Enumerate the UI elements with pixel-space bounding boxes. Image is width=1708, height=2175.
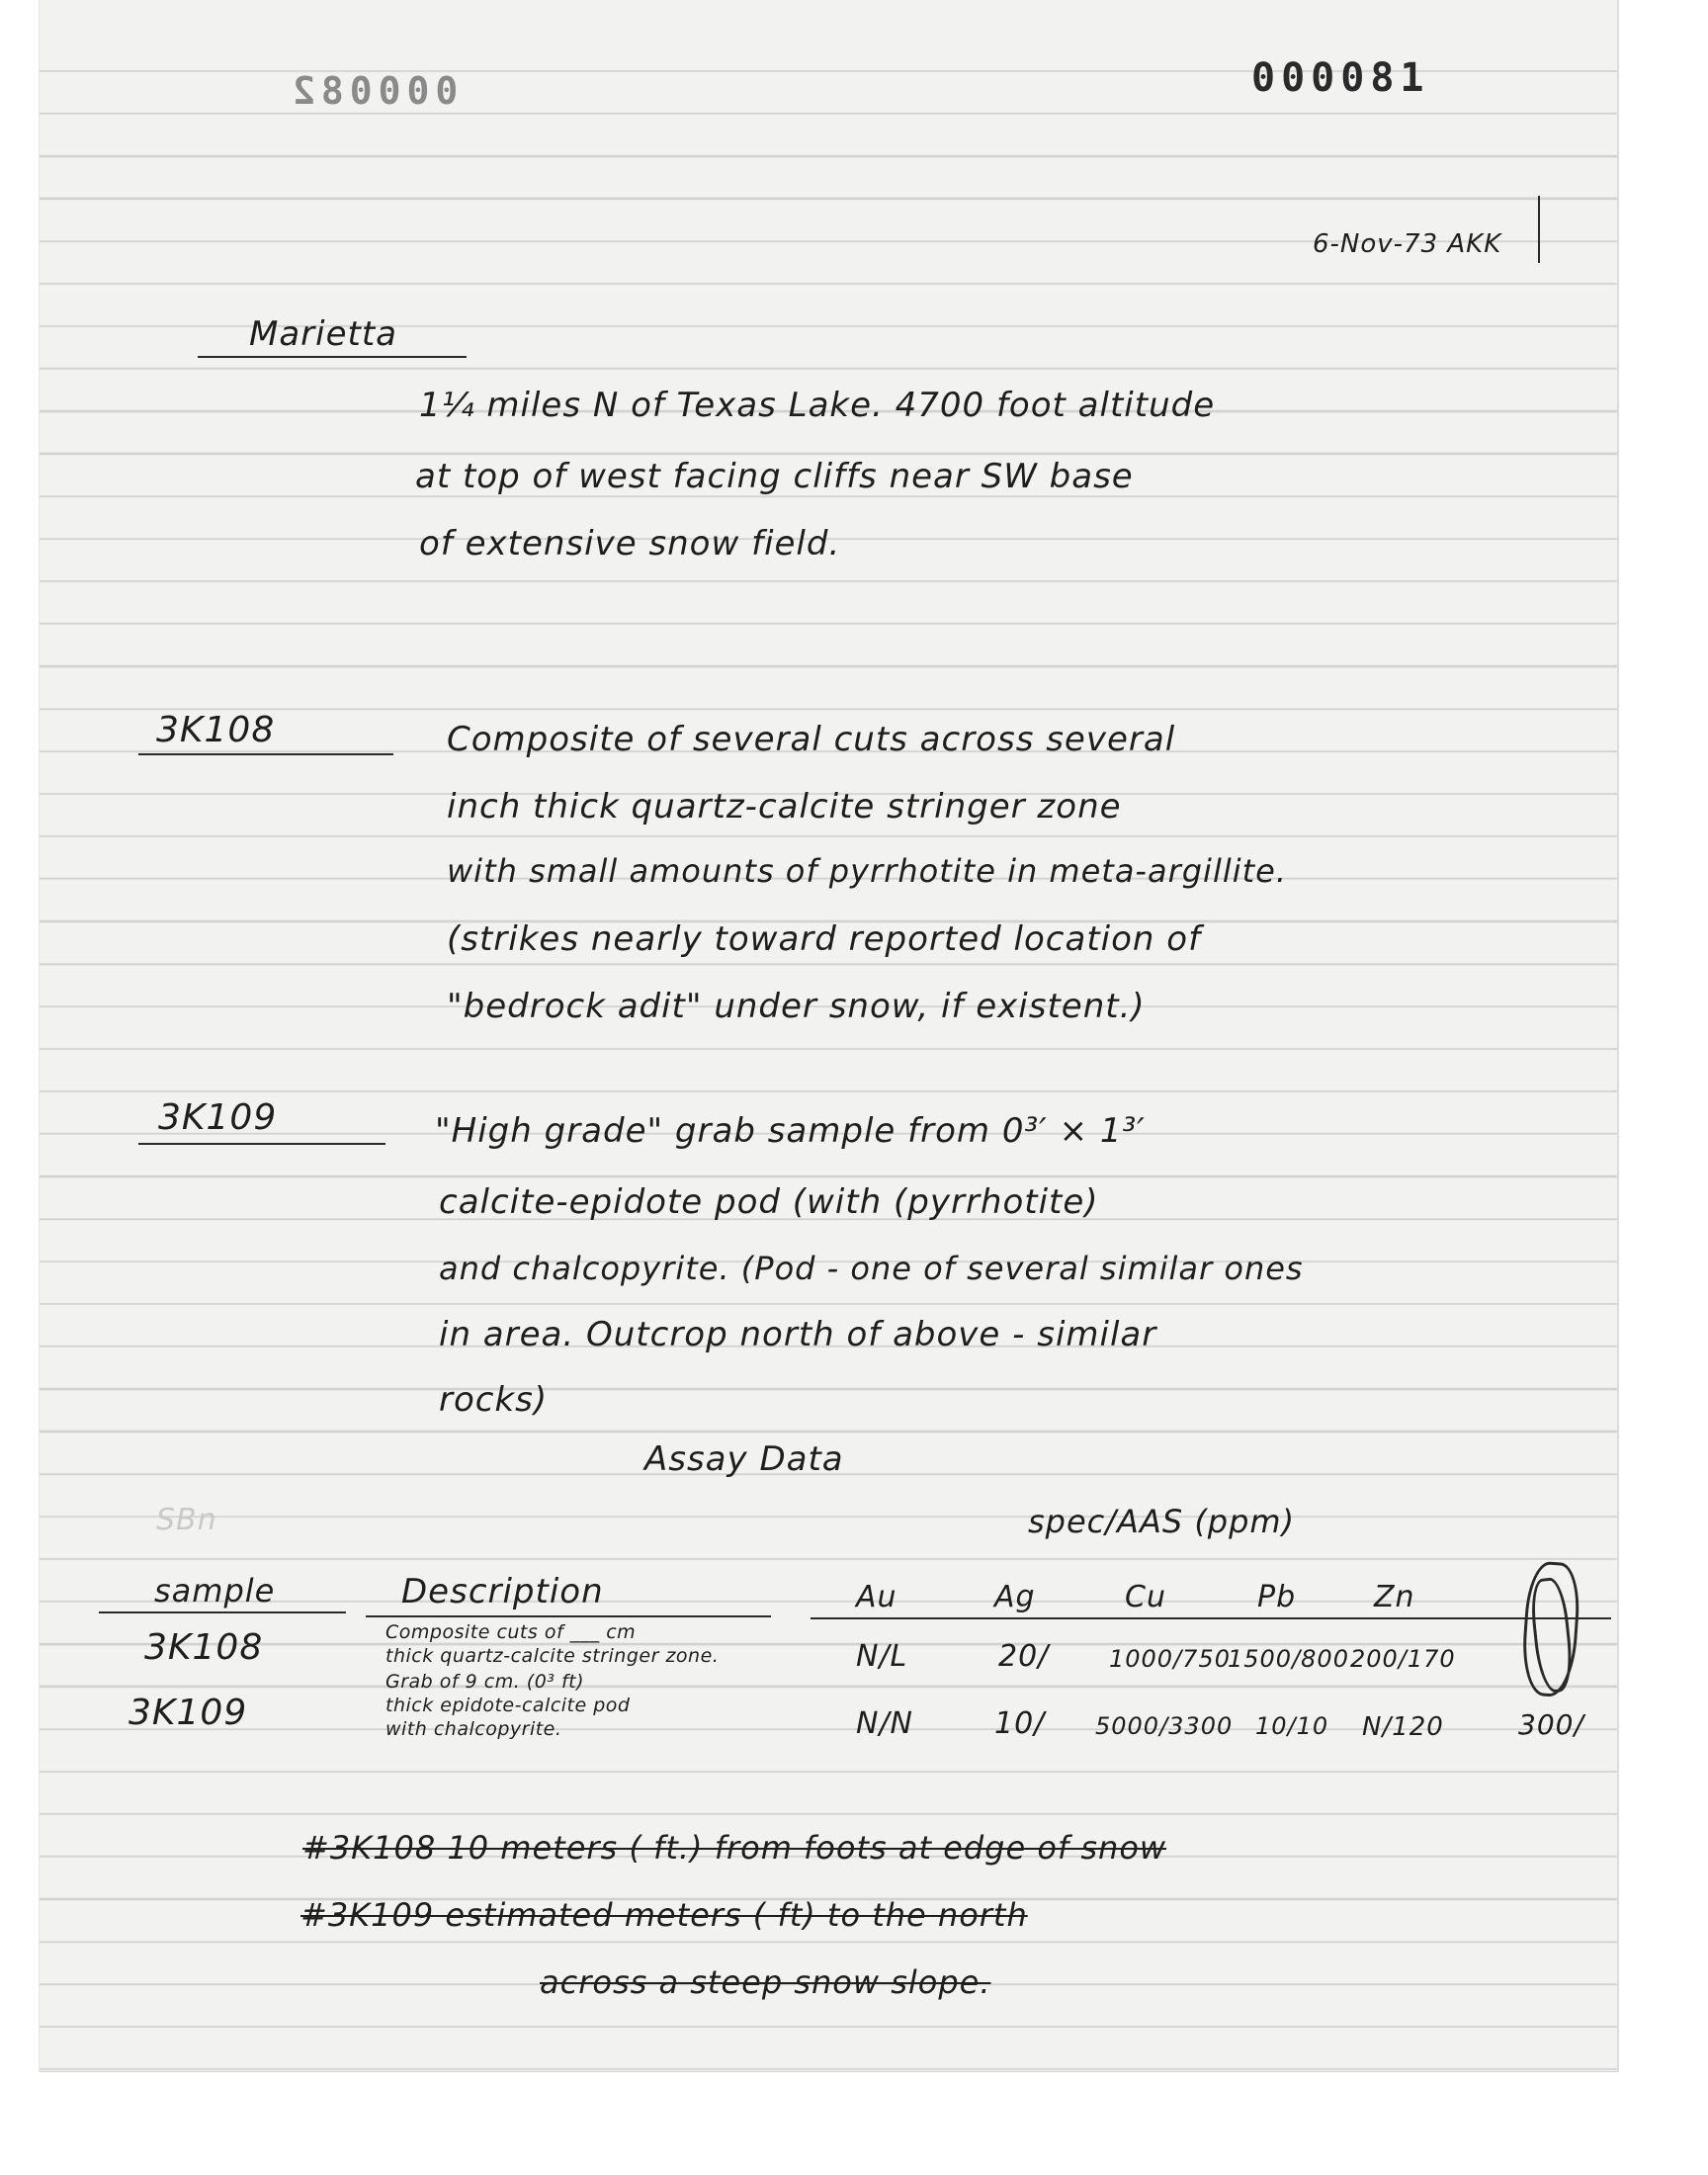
sample-3k108-line-2: inch thick quartz-calcite stringer zone bbox=[447, 787, 1122, 826]
row-cu: 5000/3300 bbox=[1095, 1712, 1234, 1740]
sample-3k108-line-3: with small amounts of pyrrhotite in meta-argillite. bbox=[447, 852, 1288, 890]
location-line-2: at top of west facing cliffs near SW base bbox=[415, 457, 1134, 496]
row-description-line: thick quartz-calcite stringer zone. bbox=[385, 1645, 720, 1667]
header-underline bbox=[811, 1617, 1611, 1619]
struck-note-line-3: across a steep snow slope. bbox=[540, 1963, 991, 2001]
sample-3k109-line-5: rocks) bbox=[439, 1380, 549, 1420]
assay-method: spec/AAS (ppm) bbox=[1028, 1503, 1296, 1540]
row-ag: 20/ bbox=[998, 1639, 1050, 1674]
header-ag: Ag bbox=[994, 1580, 1036, 1614]
title-underline bbox=[198, 356, 467, 358]
site-title: Marietta bbox=[249, 314, 398, 354]
page-stamp-number: 000081 bbox=[1251, 55, 1430, 101]
row-au: N/L bbox=[856, 1639, 908, 1674]
sample-id-underline bbox=[138, 1143, 385, 1145]
header-underline bbox=[366, 1615, 771, 1617]
row-description-line: Composite cuts of ___ cm bbox=[385, 1621, 637, 1643]
row-zn: 200/170 bbox=[1350, 1645, 1456, 1673]
notebook-page bbox=[40, 0, 1617, 2072]
row-cu: 1000/750 bbox=[1109, 1645, 1231, 1673]
row-au: N/N bbox=[856, 1706, 913, 1741]
header-description: Description bbox=[401, 1572, 604, 1611]
assay-heading: Assay Data bbox=[644, 1439, 844, 1479]
row-description-line: Grab of 9 cm. (0³ ft) bbox=[385, 1671, 585, 1693]
row-extra-value: 300/ bbox=[1518, 1708, 1584, 1741]
location-line-1: 1¼ miles N of Texas Lake. 4700 foot altitude bbox=[419, 386, 1216, 425]
struck-note-line-1: #3K108 10 meters ( ft.) from foots at edge of snow bbox=[302, 1829, 1167, 1867]
row-description-line: with chalcopyrite. bbox=[385, 1718, 562, 1740]
faint-note: SBn bbox=[156, 1503, 217, 1537]
sample-3k108-line-4: (strikes nearly toward reported location of bbox=[447, 919, 1202, 959]
sample-3k109-line-1: "High grade" grab sample from 0³′ × 1³′ bbox=[435, 1111, 1146, 1151]
header-underline bbox=[99, 1611, 346, 1613]
sample-3k108-line-5: "bedrock adit" under snow, if existent.) bbox=[447, 987, 1146, 1026]
header-zn: Zn bbox=[1374, 1580, 1415, 1614]
note-date: 6-Nov-73 AKK bbox=[1313, 229, 1502, 259]
sample-3k109-line-4: in area. Outcrop north of above - similar bbox=[439, 1315, 1157, 1354]
date-margin-mark bbox=[1538, 196, 1540, 263]
sample-3k109-line-3: and chalcopyrite. (Pod - one of several similar ones bbox=[439, 1250, 1304, 1287]
sample-id-3k108: 3K108 bbox=[156, 710, 276, 750]
struck-note-line-2: #3K109 estimated meters ( ft) to the north bbox=[300, 1896, 1028, 1934]
sample-3k109-line-2: calcite-epidote pod (with (pyrrhotite) bbox=[439, 1182, 1099, 1222]
row-pb: 1500/800 bbox=[1228, 1645, 1349, 1673]
sample-id-3k109: 3K109 bbox=[158, 1097, 278, 1138]
location-line-3: of extensive snow field. bbox=[419, 524, 841, 564]
row-sample: 3K109 bbox=[128, 1693, 248, 1733]
sample-3k108-line-1: Composite of several cuts across several bbox=[447, 720, 1176, 759]
row-sample: 3K108 bbox=[144, 1627, 264, 1668]
sample-id-underline bbox=[138, 753, 393, 755]
header-cu: Cu bbox=[1125, 1580, 1166, 1614]
row-description-line: thick epidote-calcite pod bbox=[385, 1695, 631, 1716]
row-zn: N/120 bbox=[1362, 1712, 1444, 1742]
header-au: Au bbox=[856, 1580, 897, 1614]
row-ag: 10/ bbox=[994, 1706, 1046, 1741]
header-sample: sample bbox=[154, 1572, 276, 1610]
mirrored-stamp-number: 000082 bbox=[287, 69, 459, 113]
row-pb: 10/10 bbox=[1255, 1712, 1329, 1740]
header-pb: Pb bbox=[1257, 1580, 1297, 1614]
